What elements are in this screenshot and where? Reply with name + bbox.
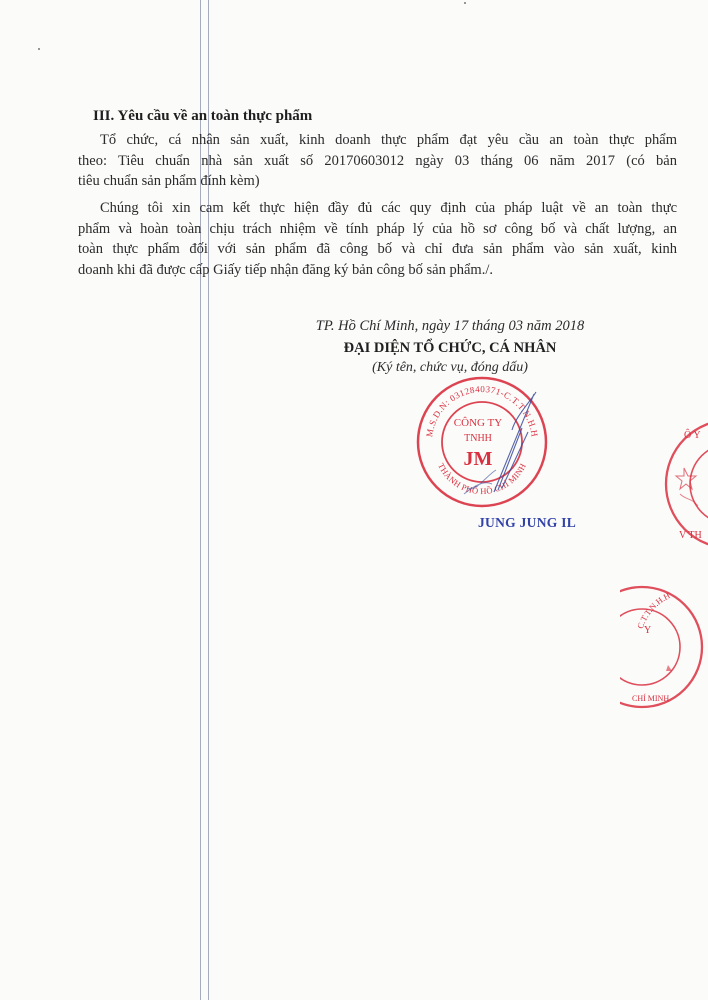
paragraph-commitment — [78, 198, 677, 280]
paragraph-line: phẩm và hoàn toàn chịu trách nhiệm về tính pháp lý của hồ sơ công bố và chất lượng, an — [78, 220, 677, 237]
svg-text:Y: Y — [644, 625, 652, 636]
representative-title: ĐẠI DIỆN TỔ CHỨC, CÁ NHÂN — [343, 340, 557, 356]
svg-text:CHÍ MINH: CHÍ MINH — [632, 694, 670, 703]
paragraph-line: toàn thực phẩm đối với sản phẩm đã công bố và chỉ đưa sản phẩm vào sản xuất, kinh — [78, 241, 677, 257]
paragraph-line: Tổ chức, cá nhân sản xuất, kinh doanh thực phẩm đạt yêu cầu an toàn thực phẩm — [100, 132, 677, 148]
scan-speck — [38, 48, 40, 50]
paragraph-line: theo: Tiêu chuẩn nhà sản xuất số 20170603012 ngày 03 tháng 06 năm 2017 (có bản — [78, 152, 677, 169]
svg-text:V TH: V TH — [679, 530, 702, 541]
svg-text:Ô Y: Ô Y — [684, 430, 701, 441]
signer-name: JUNG JUNG IL — [478, 515, 577, 530]
svg-text:M.S.D.N: 0312840371-C.T.T.N.H.: M.S.D.N: 0312840371-C.T.T.N.H.H — [424, 383, 540, 438]
side-seal-upper — [662, 414, 708, 554]
paragraph-line: Chúng tôi xin cam kết thực hiện đầy đủ các quy định của pháp luật về an toàn thực — [100, 200, 677, 216]
svg-text:TNHH: TNHH — [464, 433, 492, 444]
company-seal — [412, 372, 552, 512]
side-seal-lower — [620, 585, 708, 715]
section-title: III. Yêu cầu về an toàn thực phẩm — [93, 108, 313, 124]
svg-text:C.T.T.N.H.H: C.T.T.N.H.H — [634, 590, 672, 630]
scan-speck — [464, 2, 466, 4]
paragraph-requirements — [78, 130, 677, 192]
paragraph-line: doanh khi đã được cấp Giấy tiếp nhận đăng ký bản công bố sản phẩm./. — [78, 261, 493, 278]
signature-note: (Ký tên, chức vụ, đóng dấu) — [372, 360, 528, 375]
svg-text:CÔNG TY: CÔNG TY — [453, 417, 503, 429]
paragraph-line: tiêu chuẩn sản phẩm đính kèm) — [78, 173, 260, 189]
svg-text:JM: JM — [463, 448, 493, 470]
place-date: TP. Hồ Chí Minh, ngày 17 tháng 03 năm 2018 — [315, 318, 585, 334]
svg-text:THÀNH PHỐ HỒ CHÍ MINH: THÀNH PHỐ HỒ CHÍ MINH — [436, 461, 528, 497]
